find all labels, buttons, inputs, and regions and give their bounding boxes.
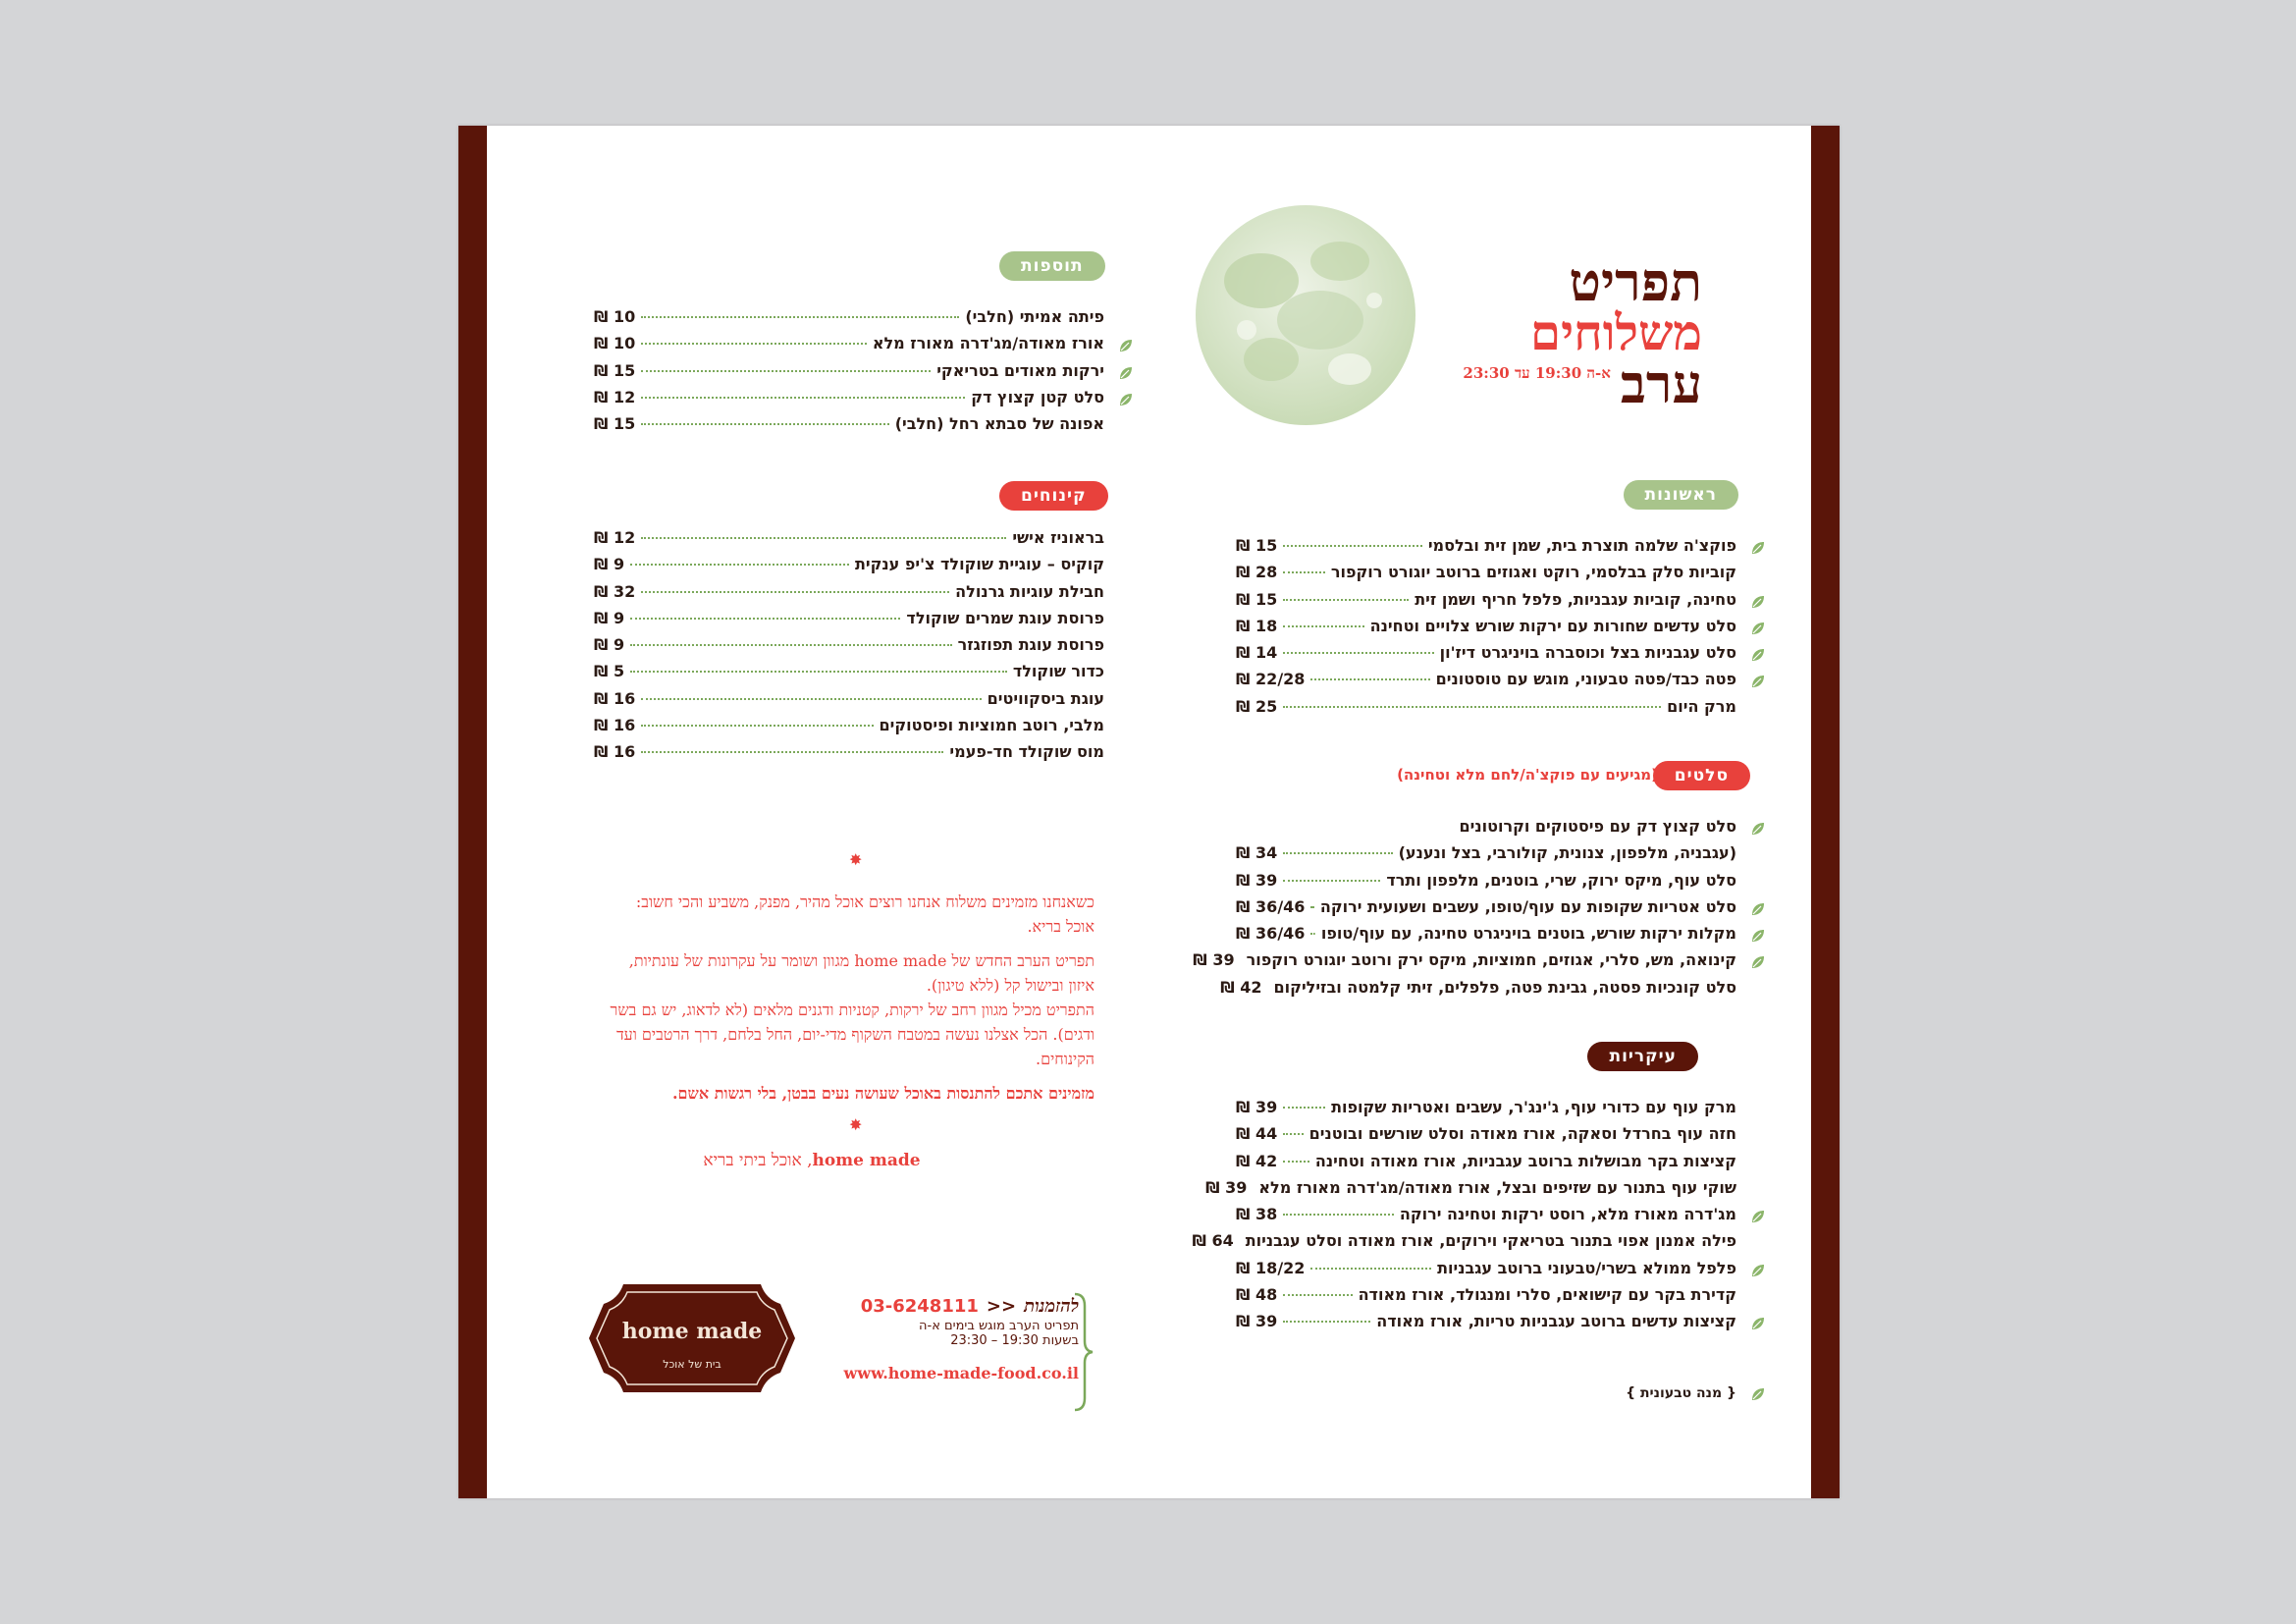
leader-dots <box>641 751 943 753</box>
title-line-delivery: משלוחים <box>1529 303 1702 361</box>
menu-item-price: 15 ₪ <box>1236 536 1278 555</box>
leaf-icon <box>1750 594 1766 610</box>
leader-dots <box>1310 906 1313 908</box>
menu-item-price: 22/28 ₪ <box>1236 670 1306 689</box>
menu-item <box>1236 1152 1736 1178</box>
menu-item-name: סלט עגבניות בצל וכוסברה בויניגרט דיז'ון <box>1439 643 1736 663</box>
menu-item-price: 16 ₪ <box>594 716 636 735</box>
menu-item-name: אורז מאודה/מג'דרה מאורז מלא <box>872 334 1104 353</box>
menu-item-name: קוקיס – עוגיית שוקולד צ'יפ ענקית <box>854 555 1104 574</box>
menu-item <box>1236 924 1736 950</box>
vegan-legend-text: { מנה טבעונית } <box>1626 1385 1736 1401</box>
menu-item-price: 39 ₪ <box>1236 1098 1278 1116</box>
tagline-rest: , אוכל ביתי בריא <box>703 1151 813 1170</box>
section-pill-salads: סלטים <box>1653 761 1750 790</box>
menu-item-price: 15 ₪ <box>1236 589 1278 609</box>
menu-item <box>1236 817 1736 843</box>
leader-dots <box>630 618 900 620</box>
menu-item-name: מג'דרה מאורז מלא, רוסט ירקות וטחינה ירוקה <box>1399 1205 1736 1224</box>
order-label: להזמנות <box>1024 1296 1079 1317</box>
menu-item <box>594 334 1104 360</box>
menu-item-price: 14 ₪ <box>1236 643 1278 663</box>
menu-item <box>1205 1177 1736 1205</box>
leaf-icon <box>1118 392 1134 407</box>
menu-item-price: 64 ₪ <box>1192 1231 1234 1251</box>
leader-dots <box>630 564 849 566</box>
list-desserts <box>594 528 1104 770</box>
star-icon: ✸ <box>849 1115 863 1134</box>
menu-item-name: מקלות ירקות שורש, בוטנים בויניגרט טחינה, עם עוף/טופו <box>1320 924 1736 944</box>
menu-item-name: קינואה, מש, סלרי, אגוזים, חמוציות, מיקס ירק ורוטב יוגורט רוקפור <box>1246 950 1736 970</box>
salads-note: (מגיעים עם פוקצ'ה/לחם מלא וטחינה) <box>1397 766 1658 784</box>
menu-item-price: 34 ₪ <box>1236 843 1278 863</box>
leader-dots <box>1283 545 1422 547</box>
leader-dots <box>641 725 873 727</box>
leader-dots <box>1283 1214 1394 1216</box>
menu-item-price: 15 ₪ <box>594 360 636 380</box>
menu-item-price: 32 ₪ <box>594 581 636 601</box>
leader-dots <box>1310 933 1314 935</box>
leaf-icon <box>1750 821 1766 837</box>
list-salads <box>1193 817 1736 1004</box>
leader-dots <box>1283 1321 1370 1323</box>
menu-item <box>594 361 1104 388</box>
leaf-icon <box>1750 1386 1766 1402</box>
menu-item <box>594 716 1104 742</box>
menu-item <box>1236 1312 1736 1338</box>
about-p2b: התפריט מכיל מגוון רחב של ירקות, קטניות ודגנים מלאים (לא לדאוג, יש גם בשר ודגים). הכל אצלנו נעשה במטבח השקוף מדי-יום, החל בלחם, דרך הרטבים ועד הקינוחים. <box>610 1001 1095 1068</box>
about-p3: מזמינים אתכם להתנסות באוכל שעושה נעים בבטן, בלי רגשות אשם. <box>671 1084 1095 1103</box>
menu-item-price: 42 ₪ <box>1236 1151 1278 1170</box>
about-p1: כשאנחנו מזמינים משלוח אנחנו רוצים אוכל מהיר, מפנק, משביע והכי חשוב: אוכל בריא. <box>635 893 1095 936</box>
leader-dots <box>641 423 888 425</box>
menu-item-name: מלבי, רוטב חמוציות ופיסטוקים <box>879 716 1104 735</box>
menu-item <box>1236 1098 1736 1124</box>
menu-item <box>594 307 1104 334</box>
menu-item <box>594 582 1104 609</box>
leaf-icon <box>1750 954 1766 970</box>
leader-dots <box>641 397 965 399</box>
menu-item-name: פרוסת עוגת תפוזגזר <box>957 635 1104 655</box>
leaf-icon <box>1750 1316 1766 1331</box>
menu-item-price: 9 ₪ <box>594 555 625 574</box>
leader-dots <box>1283 1133 1303 1135</box>
leaf-icon <box>1750 621 1766 636</box>
menu-item-name: כדור שוקולד <box>1012 662 1104 681</box>
leader-dots <box>641 698 981 700</box>
menu-item-name: מרק היום <box>1667 696 1736 716</box>
leader-dots <box>1283 1161 1309 1163</box>
menu-item <box>594 662 1104 688</box>
menu-item-price: 25 ₪ <box>1236 696 1278 716</box>
leaf-icon <box>1750 647 1766 663</box>
menu-item-name: קציצות בקר מבושלות ברוטב עגבניות, אורז מאודה וטחינה <box>1314 1151 1736 1170</box>
menu-item <box>1236 871 1736 897</box>
menu-item <box>1236 1285 1736 1312</box>
tagline-brand: home made <box>812 1151 921 1170</box>
menu-item-name: טחינה, קוביות עגבניות, פלפל חריף ושמן זית <box>1415 589 1736 609</box>
menu-item-name: ירקות מאודים בטריאקי <box>936 360 1104 380</box>
menu-title <box>1457 250 1702 415</box>
section-pill-mains: עיקריות <box>1587 1042 1698 1071</box>
about-text <box>606 890 1095 1106</box>
menu-item-price: 39 ₪ <box>1236 870 1278 890</box>
menu-item-price: 16 ₪ <box>594 688 636 708</box>
menu-item <box>1236 1259 1736 1285</box>
menu-item <box>1236 643 1736 670</box>
menu-item-price: 12 ₪ <box>594 387 636 406</box>
contact-hours-line2: בשעות 19:30 – 23:30 <box>950 1333 1079 1348</box>
menu-item-name: סלט קצוץ דק עם פיסטוקים וקרוטונים <box>1459 817 1736 836</box>
contact-hours-line1: תפריט הערב מוגש בימים א-ה <box>919 1319 1079 1333</box>
menu-item-price: 10 ₪ <box>594 334 636 353</box>
menu-item-price: 9 ₪ <box>594 635 625 655</box>
menu-item-name: מרק עוף עם כדורי עוף, ג'ינג'ר, עשבים ואטריות שקופות <box>1331 1098 1736 1116</box>
menu-item <box>1220 977 1736 1004</box>
menu-item-price: 10 ₪ <box>594 307 636 326</box>
menu-sheet <box>458 126 1840 1498</box>
menu-item <box>594 742 1104 769</box>
leader-dots <box>630 671 1007 673</box>
menu-item-price: 48 ₪ <box>1236 1285 1278 1305</box>
moon-illustration <box>1193 202 1418 428</box>
menu-item-name: חזה עוף בחרדל וסאקה, אורז מאודה וסלט שורשים ובוטנים <box>1308 1124 1736 1144</box>
menu-item-price: 39 ₪ <box>1193 950 1235 970</box>
menu-item-price: 18/22 ₪ <box>1236 1258 1306 1277</box>
leader-dots <box>1283 852 1392 854</box>
leader-dots <box>630 644 951 646</box>
logo-subtitle: בית של אוכל <box>663 1358 721 1371</box>
menu-item-price: 16 ₪ <box>594 742 636 762</box>
leader-dots <box>641 343 867 345</box>
menu-item-name: שוקי עוף בתנור עם שזיפים ובצל, אורז מאודה/מג'דרה מאורז מלא <box>1258 1177 1736 1197</box>
menu-item <box>1236 843 1736 870</box>
menu-item-price: 9 ₪ <box>594 608 625 627</box>
title-hours: א-ה 19:30 עד 23:30 <box>1463 364 1611 382</box>
leaf-icon <box>1750 674 1766 689</box>
leader-dots <box>1283 599 1409 601</box>
website-link[interactable]: www.home-made-food.co.il <box>843 1364 1079 1382</box>
menu-item-name: מוס שוקולד חד-פעמי <box>949 742 1104 762</box>
menu-item-name: קציצות עדשים ברוטב עגבניות טריות, אורז מאודה <box>1376 1312 1736 1331</box>
contact-block <box>804 1296 1079 1382</box>
menu-item-price: 38 ₪ <box>1236 1205 1278 1224</box>
menu-item <box>1236 617 1736 643</box>
menu-item-name: קוביות סלק בבלסמי, רוקט ואגוזים ברוטב יוגורט רוקפור <box>1330 563 1736 582</box>
menu-item <box>1236 563 1736 589</box>
menu-item <box>594 528 1104 555</box>
menu-item-name: סלט עדשים שחורות עם ירקות שורש צלויים וטחינה <box>1369 616 1736 635</box>
leader-dots <box>1283 625 1363 627</box>
menu-item <box>594 388 1104 414</box>
section-pill-desserts: קינוחים <box>999 481 1108 511</box>
leaf-icon <box>1118 338 1134 353</box>
title-line-evening: ערב <box>1620 352 1702 415</box>
menu-item <box>1236 670 1736 696</box>
menu-item-name: חבילת עוגיות גרנולה <box>955 581 1104 601</box>
menu-item-price: 39 ₪ <box>1205 1177 1248 1197</box>
menu-item-name: פרוסת עוגת שמרים שוקולד <box>906 608 1104 627</box>
menu-item <box>1236 1124 1736 1151</box>
menu-item-price: 36/46 ₪ <box>1236 924 1306 944</box>
phone-number[interactable]: 03-6248111 <box>860 1296 979 1317</box>
menu-item <box>594 689 1104 716</box>
leader-dots <box>641 370 931 372</box>
menu-item-name: קדירת בקר עם קישואים, סלרי ומנגולד, אורז מאודה <box>1358 1285 1736 1305</box>
menu-item <box>1236 1205 1736 1231</box>
section-pill-extras: תוספות <box>999 251 1105 281</box>
tagline <box>606 1151 1018 1170</box>
menu-item-price: 5 ₪ <box>594 662 625 681</box>
menu-item <box>1236 590 1736 617</box>
about-p2a: תפריט הערב החדש של home made מגוון ושומר על עקרונות של עונתיות, איזון ובישול קל (ללא טיגון). <box>628 951 1095 995</box>
leaf-icon <box>1750 928 1766 944</box>
leader-dots <box>1283 706 1661 708</box>
leader-dots <box>641 591 949 593</box>
menu-item-name: סלט עוף, מיקס ירוק, שרי, בוטנים, מלפפון ותרד <box>1386 870 1736 890</box>
menu-item-name: פוקצ'ה שלמה תוצרת בית, שמן זית ובלסמי <box>1427 536 1736 555</box>
menu-item-name: סלט קונכיות פסטה, גבינת פטה, פלפלים, זיתי קלמטה ובזיליקום <box>1273 977 1736 997</box>
menu-item-name: פטה כבד/פטה טבעוני, מוגש עם טוסטונים <box>1435 670 1736 689</box>
leader-dots <box>1283 652 1433 654</box>
list-firsts <box>1236 536 1736 724</box>
menu-item-name: (עגבניה, מלפפון, צנונית, קולורבי, בצל ונענע) <box>1398 843 1736 863</box>
menu-item <box>594 609 1104 635</box>
leader-dots <box>641 316 959 318</box>
menu-item <box>1192 1231 1736 1258</box>
menu-item-price: 36/46 ₪ <box>1236 896 1306 916</box>
title-line-menu: תפריט <box>1569 250 1702 313</box>
logo-name: home made <box>621 1319 763 1344</box>
menu-item <box>1236 536 1736 563</box>
menu-item-name: פלפל ממולא בשרי/טבעוני ברוטב עגבניות <box>1437 1258 1736 1277</box>
menu-item <box>594 555 1104 581</box>
leaf-icon <box>1118 365 1134 381</box>
leaf-icon <box>1750 1263 1766 1278</box>
menu-item <box>1193 950 1736 977</box>
menu-item <box>1236 897 1736 924</box>
order-arrows: >> <box>986 1296 1017 1317</box>
leaf-icon <box>1750 901 1766 917</box>
section-pill-firsts: ראשונות <box>1624 480 1739 510</box>
menu-item-price: 15 ₪ <box>594 414 636 434</box>
leader-dots <box>1283 880 1380 882</box>
menu-item-name: בראוניז אישי <box>1012 528 1104 547</box>
menu-item-name: סלט אטריות שקופות עם עוף/טופו, עשבים ושעועית ירוקה <box>1319 896 1736 916</box>
menu-item-price: 42 ₪ <box>1220 977 1262 997</box>
menu-item-name: אפונה של סבתא רחל (חלבי) <box>894 414 1104 434</box>
leader-dots <box>1283 571 1325 573</box>
leader-dots <box>1283 1294 1352 1296</box>
vegan-legend <box>1626 1385 1736 1401</box>
leader-dots <box>1283 1107 1325 1109</box>
list-mains <box>1192 1098 1736 1339</box>
menu-item <box>1236 697 1736 724</box>
menu-item-name: פיתה אמיתי (חלבי) <box>965 307 1104 326</box>
menu-item-price: 12 ₪ <box>594 528 636 547</box>
leader-dots <box>1310 1268 1431 1270</box>
left-border-bar <box>458 126 487 1498</box>
menu-item-price: 28 ₪ <box>1236 563 1278 582</box>
list-extras <box>594 307 1104 441</box>
menu-item <box>594 635 1104 662</box>
leader-dots <box>1310 678 1429 680</box>
menu-item-price: 44 ₪ <box>1236 1124 1278 1144</box>
menu-item-name: עוגת ביסקוויטים <box>987 688 1104 708</box>
right-border-bar <box>1811 126 1840 1498</box>
leaf-icon <box>1750 540 1766 556</box>
menu-item-price: 18 ₪ <box>1236 616 1278 635</box>
leaf-icon <box>1750 1209 1766 1224</box>
menu-item-name: פילה אמנון אפוי בתנור בטריאקי וירוקים, אורז מאודה וסלט עגבניות <box>1245 1231 1736 1251</box>
menu-item-name: סלט קטן קצוץ דק <box>971 387 1104 406</box>
star-icon: ✸ <box>849 850 863 869</box>
leader-dots <box>641 537 1006 539</box>
menu-item-price: 39 ₪ <box>1236 1312 1278 1331</box>
menu-item <box>594 414 1104 441</box>
